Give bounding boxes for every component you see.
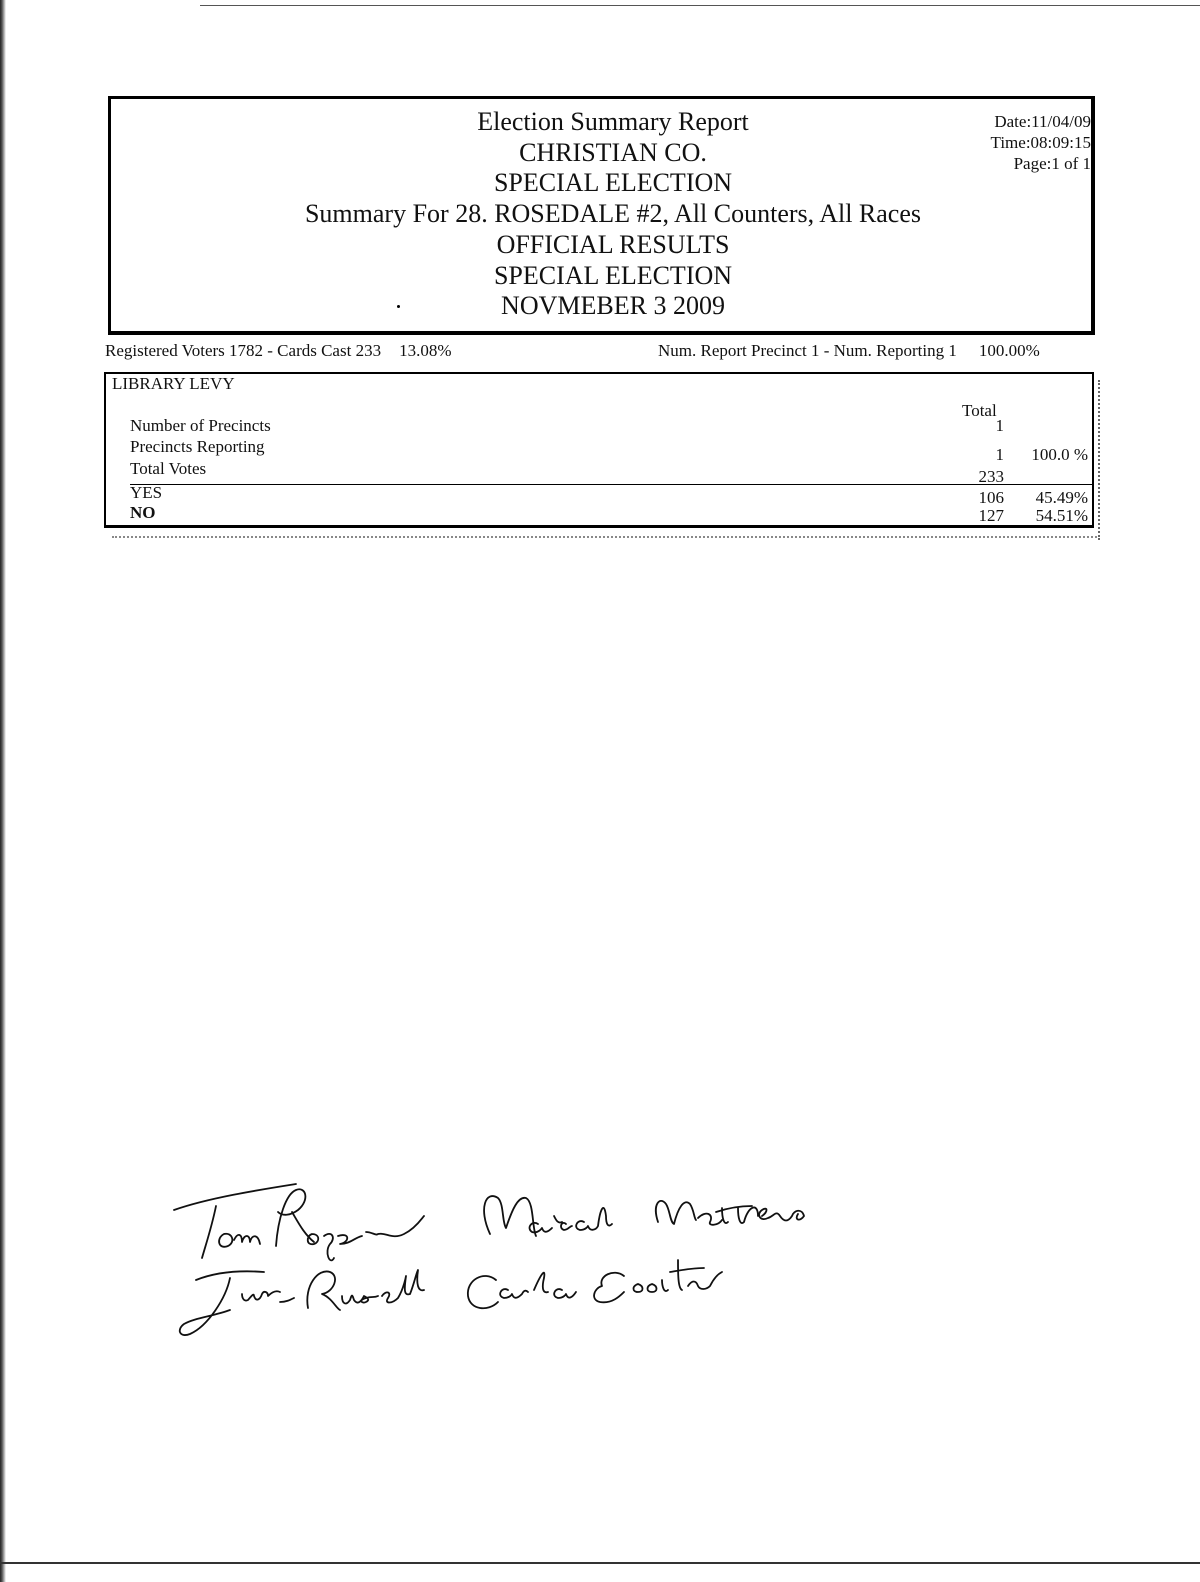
result-row [106, 459, 1092, 486]
row-value: 233 [978, 467, 1004, 486]
precinct-reporting: Num. Report Precinct 1 - Num. Reporting 1 [658, 341, 957, 360]
signature-mariam-matthews [484, 1196, 804, 1236]
precinct-summary: Summary For 28. ROSEDALE #2, All Counters, All Races [304, 199, 922, 229]
election-name-repeat: SPECIAL ELECTION [493, 260, 733, 290]
race-title: LIBRARY LEVY [112, 374, 235, 393]
report-title-block [111, 107, 1091, 322]
stray-dot [397, 305, 400, 308]
row-percent: 54.51% [1035, 506, 1088, 525]
reporting-percent: 100.00% [978, 341, 1040, 360]
result-row [106, 503, 1092, 525]
signature-jim-russell [180, 1270, 424, 1335]
page-number: Page:1 of 1 [1013, 154, 1091, 173]
result-row [106, 416, 1092, 438]
result-row [106, 483, 1092, 505]
registered-voters: Registered Voters 1782 - Cards Cast 233 [105, 341, 382, 360]
results-status: OFFICIAL RESULTS [496, 229, 730, 259]
handwritten-signatures [168, 1168, 858, 1358]
row-label: Total Votes [130, 459, 207, 478]
row-value: 106 [978, 488, 1004, 507]
row-label: NO [130, 503, 156, 522]
scan-edge-left [0, 0, 6, 1582]
scan-artifact-right [1098, 380, 1100, 540]
scan-artifact-bottom [112, 536, 1097, 538]
signature-carla-essick [468, 1260, 722, 1308]
county-name: CHRISTIAN CO. [519, 137, 707, 167]
row-percent: 45.49% [1035, 488, 1088, 507]
reporting-stats [658, 341, 1040, 361]
scan-edge-bottom [0, 1562, 1200, 1564]
turnout-percent: 13.08% [399, 341, 452, 360]
report-header-box [108, 96, 1095, 335]
election-name: SPECIAL ELECTION [493, 168, 733, 198]
report-time: Time:08:09:15 [990, 133, 1091, 152]
election-date: NOVMEBER 3 2009 [501, 291, 725, 321]
row-value: 127 [978, 506, 1004, 525]
total-column-header: Total [962, 401, 997, 420]
result-row [106, 437, 1092, 464]
report-meta [991, 111, 1091, 174]
row-label: Precincts Reporting [130, 437, 265, 456]
race-results-box [104, 372, 1094, 528]
row-value: 1 [995, 416, 1004, 435]
voter-stats [105, 341, 452, 361]
row-value: 1 [995, 445, 1004, 464]
row-percent: 100.0 % [1031, 445, 1088, 464]
row-label: YES [130, 483, 163, 502]
report-title: Election Summary Report [477, 107, 749, 136]
scan-edge-top [200, 5, 1200, 6]
report-date: Date:11/04/09 [994, 112, 1091, 131]
row-label: Number of Precincts [130, 416, 271, 435]
signature-tom-rogers [174, 1184, 424, 1260]
